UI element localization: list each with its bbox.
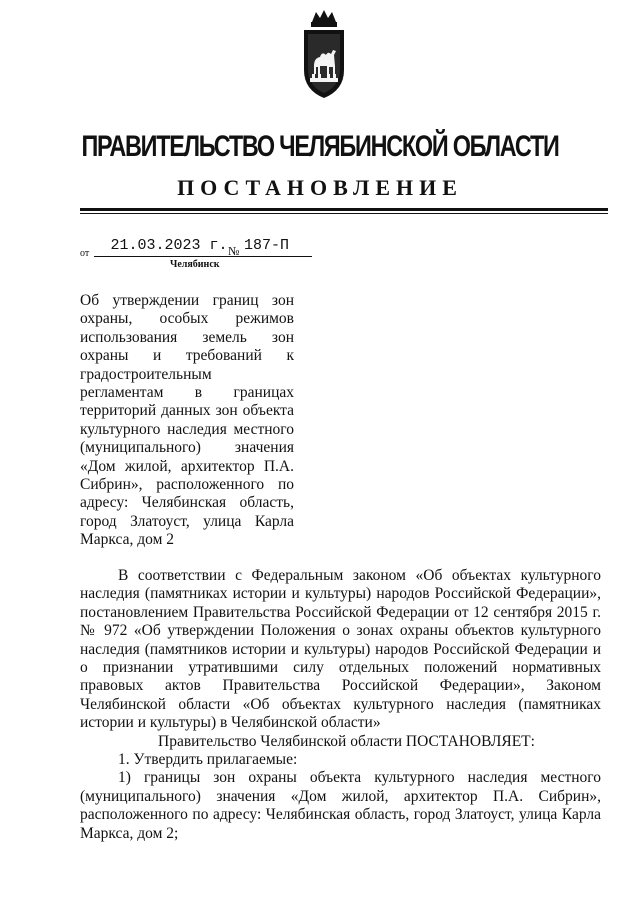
- header-rule-thick: [80, 208, 608, 211]
- coat-of-arms-icon: [292, 8, 356, 100]
- city-label: Челябинск: [170, 259, 220, 270]
- date-prefix-label: от: [80, 248, 90, 259]
- header-rule-thin: [80, 213, 608, 214]
- government-title: ПРАВИТЕЛЬСТВО ЧЕЛЯБИНСКОЙ ОБЛАСТИ: [81, 130, 559, 163]
- document-subject: Об утверждении границ зон охраны, особых режимов использования земель зон охраны и требований к градостроительным регламентам в границах территорий данных зон объекта культурного наследия местного (муниципального) значения «Дом жилой, архитектор П.А. Сибрин», расположенного по адресу: Челябинская область, город Златоуст, улица Карла Маркса, дом 2: [80, 292, 294, 549]
- date-underline: [94, 256, 244, 257]
- document-number: 187-П: [244, 237, 290, 254]
- document-type-title: ПОСТАНОВЛЕНИЕ: [177, 175, 463, 200]
- number-underline: [242, 256, 312, 257]
- preamble-paragraph: В соответствии с Федеральным законом «Об объектах культурного наследия (памятниках истории и культуры) народов Российской Федерации», постановлением Правительства Российской Федерации от 12 сентября 2015 г. № 972 «Об утверждении Положения о зонах охраны объектов культурного наследия (памятников истории и культуры) народов Российской Федерации и о признании утратившими силу отдельных положений нормативных правовых актов Правительства Российской Федерации», Законом Челябинской области «Об объектах культурного наследия (памятниках истории и культуры) в Челябинской области»: [80, 567, 601, 732]
- document-body: [80, 567, 601, 843]
- document-date: 21.03.2023 г.: [110, 237, 228, 254]
- point-1-paragraph: 1. Утвердить прилагаемые:: [118, 751, 298, 769]
- subpoint-1-paragraph: 1) границы зон охраны объекта культурного наследия местного (муниципального) значения «Дом жилой, архитектор П.А. Сибрин», расположенного по адресу: Челябинская область, город Златоуст, улица Карла Маркса, дом 2;: [80, 769, 601, 842]
- resolve-paragraph: Правительство Челябинской области ПОСТАНОВЛЯЕТ:: [158, 732, 535, 750]
- number-prefix-label: №: [228, 244, 240, 258]
